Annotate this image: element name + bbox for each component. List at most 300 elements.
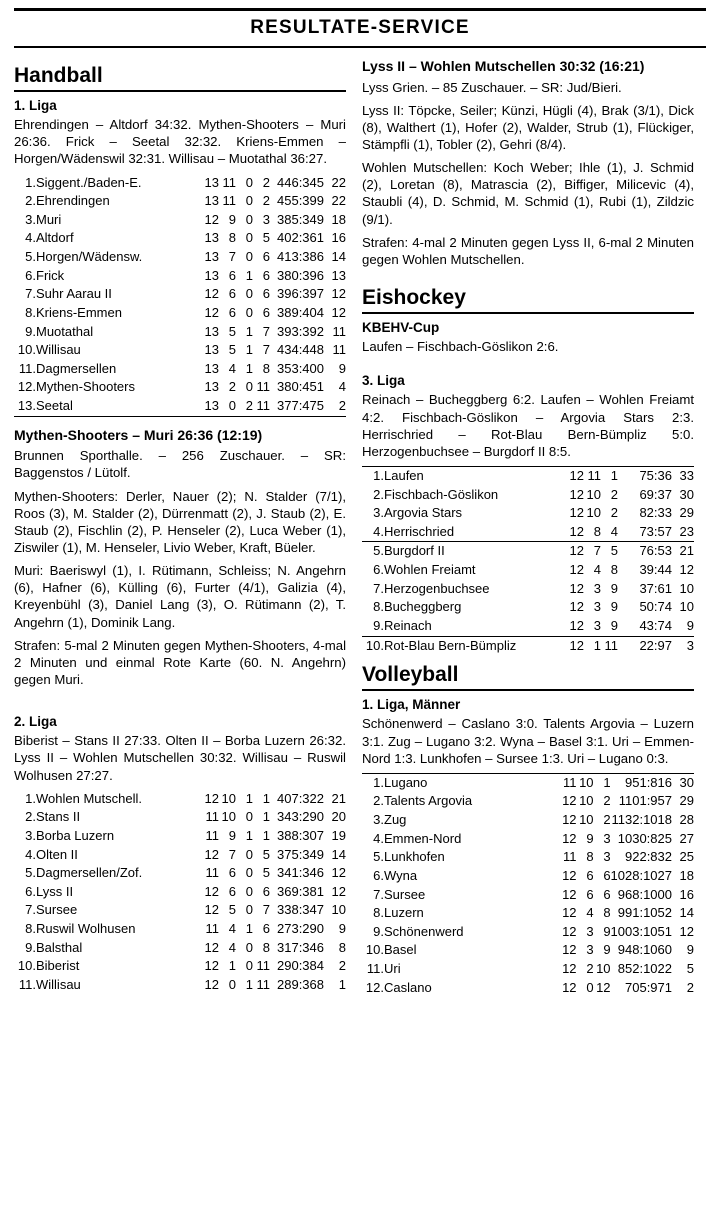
cell-played: 13 — [204, 323, 219, 339]
cell-goals: 317:346 — [277, 939, 324, 955]
cell-goals: 37:61 — [639, 580, 672, 596]
cell-won: 0 — [586, 979, 594, 995]
cell-lost: 2 — [603, 812, 611, 828]
cell-drawn: 9 — [601, 617, 618, 636]
cell-goals: 343:290 — [277, 809, 324, 825]
cell-won: 4 — [228, 939, 236, 955]
table-row — [14, 883, 346, 902]
section-heading-volleyball: Volleyball — [362, 663, 694, 691]
table-row — [14, 976, 346, 995]
cell-won: 10 — [586, 486, 601, 502]
cell-drawn: 0 — [245, 174, 253, 190]
cell-rank: 11. — [18, 976, 36, 992]
cell-goals: 289:368 — [277, 976, 324, 992]
results-paragraph-kbehv-cup: Laufen – Fischbach-Göslikon 2:6. — [362, 339, 559, 355]
cell-points: 11 — [332, 342, 346, 358]
cell-points-ratio: 968:1000 — [617, 886, 672, 902]
table-row — [14, 846, 346, 865]
cell-rank: 9. — [25, 939, 36, 955]
cell-points: 22 — [331, 174, 346, 190]
table-row — [14, 192, 346, 211]
cell-played: 12 — [567, 466, 584, 485]
cell-played: 12 — [569, 580, 584, 596]
cell-played: 13 — [204, 193, 219, 209]
cell-goals: 385:349 — [277, 211, 324, 227]
cell-points: 27 — [679, 830, 694, 846]
cell-played: 13 — [204, 342, 219, 358]
page-title: RESULTATE-SERVICE — [250, 17, 470, 38]
cell-won: 10 — [579, 793, 594, 809]
table-row — [362, 848, 694, 867]
cell-points-ratio: 991:1052 — [617, 905, 672, 921]
table-row — [14, 248, 346, 267]
cell-won: 8 — [228, 230, 236, 246]
cell-drawn: 1 — [601, 466, 618, 485]
cell-won: 6 — [228, 883, 236, 899]
cell-played: 12 — [562, 905, 577, 921]
spacer — [362, 361, 694, 367]
cell-goals: 338:347 — [277, 902, 324, 918]
cell-points: 8 — [338, 939, 346, 955]
table-row — [14, 211, 346, 230]
cell-won: 4 — [228, 360, 236, 376]
cell-points: 4 — [338, 379, 346, 395]
cell-points: 30 — [679, 486, 694, 502]
cell-played: 12 — [204, 846, 219, 862]
league-heading-2-liga: 2. Liga — [14, 714, 57, 730]
cell-played: 12 — [562, 793, 577, 809]
cell-won: 9 — [228, 827, 236, 843]
cell-rank: 5. — [25, 865, 36, 881]
cell-lost: 8 — [262, 939, 270, 955]
cell-drawn: 1 — [245, 790, 253, 806]
cell-drawn: 9 — [610, 580, 618, 596]
cell-lost: 6 — [262, 921, 270, 937]
table-row — [362, 773, 694, 792]
cell-team: Rot-Blau Bern-Bümpliz — [384, 637, 517, 653]
cell-played: 12 — [562, 979, 577, 995]
cell-won: 2 — [228, 379, 236, 395]
cell-lost: 11 — [253, 397, 270, 416]
results-paragraph-2-liga: Biberist – Stans II 27:33. Olten II – Borba Luzern 26:32. Lyss II – Wohlen Mutschellen 30:32. Willisau – Ruswil Wolhusen 27:27. — [14, 733, 346, 783]
cell-goals: 341:346 — [277, 865, 324, 881]
cell-drawn: 0 — [245, 846, 253, 862]
cell-team: Olten II — [36, 846, 78, 862]
cell-lost: 6 — [262, 304, 270, 320]
cell-points: 10 — [679, 599, 694, 615]
cell-drawn: 4 — [601, 523, 618, 542]
cell-points: 23 — [672, 523, 694, 542]
cell-points: 5 — [686, 961, 694, 977]
cell-team: Reinach — [384, 617, 567, 636]
cell-won: 1 — [593, 637, 601, 653]
newspaper-page — [0, 8, 720, 1208]
cell-played: 12 — [562, 942, 577, 958]
cell-goals: 75:36 — [618, 466, 672, 485]
cell-won: 7 — [228, 846, 236, 862]
cell-rank: 9. — [373, 923, 384, 939]
cell-won: 10 — [221, 790, 236, 806]
cell-team: Balsthal — [36, 939, 83, 955]
cell-lost: 3 — [603, 830, 611, 846]
cell-rank: 7. — [373, 886, 384, 902]
cell-points: 22 — [331, 193, 346, 209]
cell-drawn: 1 — [245, 342, 253, 358]
cell-won: 4 — [586, 905, 594, 921]
cell-lost: 5 — [262, 865, 270, 881]
cell-rank: 13. — [14, 397, 36, 416]
cell-team: Lyss II — [36, 883, 74, 899]
cell-team: Lugano — [384, 773, 560, 792]
cell-goals: 43:74 — [618, 617, 672, 636]
cell-won: 9 — [586, 830, 594, 846]
cell-won: 11 — [584, 466, 601, 485]
cell-lost: 5 — [262, 846, 270, 862]
cell-won: 3 — [593, 580, 601, 596]
table-row — [14, 957, 346, 976]
cell-goals: 380:396 — [277, 267, 324, 283]
spacer — [14, 694, 346, 708]
standings-table-handball-2-liga — [14, 790, 346, 995]
cell-lost: 3 — [603, 849, 611, 865]
match-lineup-away: Wohlen Mutschellen: Koch Weber; Ihle (1), J. Schmid (2), Loretan (8), Matrascia (2), Biffiger, Milicevic (4), Staubli (4), D. Schmid, M. Schmid (1), Rubi (1), Zildzic (9/1). — [362, 160, 694, 227]
table-row — [362, 811, 694, 830]
cell-rank: 3. — [25, 211, 36, 227]
cell-points: 16 — [331, 230, 346, 246]
cell-rank: 9. — [25, 323, 36, 339]
standings-table-eishockey-3-liga — [362, 466, 694, 655]
right-column — [362, 58, 694, 1005]
cell-rank: 3. — [373, 812, 384, 828]
cell-played: 11 — [205, 827, 219, 843]
match-lineup-home: Lyss II: Töpcke, Seiler; Künzi, Hügli (4), Brak (3/1), Dick (8), Walthert (1), Hofer (2), Walder, Strub (1), Flückiger, Stämpfli (1), Tobler (2), Gehri (8/4). — [362, 102, 694, 152]
cell-team: Mythen-Shooters — [36, 379, 135, 395]
cell-rank: 2. — [25, 809, 36, 825]
cell-team: Caslano — [384, 979, 432, 995]
match-venue-info: Brunnen Sporthalle. – 256 Zuschauer. – SR: Baggenstos / Lütolf. — [14, 448, 346, 481]
cell-rank: 1. — [25, 790, 36, 806]
cell-team: Lunkhofen — [384, 849, 445, 865]
cell-rank: 3. — [373, 505, 384, 521]
cell-played: 12 — [562, 867, 577, 883]
cell-points: 2 — [338, 958, 346, 974]
cell-rank: 2. — [25, 193, 36, 209]
table-row — [362, 979, 694, 998]
cell-played: 12 — [204, 211, 219, 227]
cell-goals: 446:345 — [277, 174, 324, 190]
cell-played: 12 — [204, 286, 219, 302]
cell-team: Horgen/Wädensw. — [36, 249, 143, 265]
cell-team: Herzogenbuchsee — [384, 580, 490, 596]
table-row — [14, 808, 346, 827]
table-row — [362, 466, 694, 485]
cell-team: Burgdorf II — [384, 543, 445, 559]
cell-team: Laufen — [384, 466, 567, 485]
cell-points-ratio: 1028:1027 — [610, 867, 672, 883]
cell-played: 13 — [202, 397, 219, 416]
table-row — [362, 580, 694, 599]
match-lineup-home: Mythen-Shooters: Derler, Nauer (2); N. Stalder (7/1), Roos (3), M. Stalder (2), Dürrenmatt (2), J. Staub (2), E. Staub (2), Fischlin (2), P. Henseler (2), Luca Weber (1), Ziswiler (1), M. Henseler, Livio Weber, Kraft, Büeler. — [14, 488, 346, 556]
cell-played: 11 — [205, 809, 219, 825]
results-paragraph-1-liga-maenner: Schönenwerd – Caslano 3:0. Talents Argovia – Luzern 3:1. Zug – Lugano 3:2. Wyna – Basel 3:1. Uri – Emmen-Nord 1:3. Lunkhofen – Sursee 1:3. Uri – Lugano 0:3. — [362, 716, 694, 766]
cell-points: 18 — [679, 867, 694, 883]
cell-played: 12 — [569, 543, 584, 559]
cell-lost: 7 — [262, 902, 270, 918]
match-venue-info: Lyss Grien. – 85 Zuschauer. – SR: Jud/Bieri. — [362, 79, 622, 95]
results-paragraph-1-liga: Ehrendingen – Altdorf 34:32. Mythen-Shooters – Muri 26:36. Frick – Seetal 32:32. Kriens-Emmen – Horgen/Wädenswil 32:31. Willisau – Muotathal 36:27. — [14, 117, 346, 167]
cell-won: 3 — [586, 942, 594, 958]
cell-points: 12 — [331, 883, 346, 899]
cell-team: Basel — [384, 942, 417, 958]
cell-rank: 1. — [25, 174, 36, 190]
cell-lost: 2 — [262, 174, 270, 190]
cell-team: Kriens-Emmen — [36, 304, 122, 320]
cell-drawn: 0 — [245, 958, 253, 974]
cell-points: 3 — [686, 637, 694, 653]
cell-goals: 50:74 — [639, 599, 672, 615]
cell-drawn: 0 — [245, 883, 253, 899]
cell-points: 33 — [672, 466, 694, 485]
cell-team: Borba Luzern — [36, 827, 115, 843]
cell-drawn: 5 — [610, 543, 618, 559]
cell-won: 3 — [593, 599, 601, 615]
cell-points-ratio: 1030:825 — [617, 830, 672, 846]
cell-drawn: 0 — [245, 193, 253, 209]
cell-team: Dagmersellen — [36, 360, 117, 376]
cell-team: Fischbach-Göslikon — [384, 486, 499, 502]
cell-drawn: 11 — [604, 637, 618, 653]
cell-lost: 11 — [256, 379, 270, 395]
cell-lost: 6 — [262, 249, 270, 265]
cell-points: 21 — [331, 790, 346, 806]
cell-drawn: 0 — [245, 211, 253, 227]
cell-played: 12 — [204, 958, 219, 974]
cell-played: 11 — [205, 865, 219, 881]
cell-rank: 10. — [17, 958, 36, 974]
table-row — [14, 229, 346, 248]
cell-drawn: 0 — [245, 286, 253, 302]
cell-points: 13 — [331, 267, 346, 283]
cell-goals: 76:53 — [639, 543, 672, 559]
table-row — [14, 304, 346, 323]
cell-rank: 9. — [362, 617, 384, 636]
cell-drawn: 2 — [610, 505, 618, 521]
cell-won: 10 — [577, 773, 594, 792]
match-penalties: Strafen: 4-mal 2 Minuten gegen Lyss II, 6-mal 2 Minuten gegen Wohlen Mutschellen. — [362, 234, 694, 267]
cell-goals: 455:399 — [277, 193, 324, 209]
table-row — [14, 901, 346, 920]
cell-points: 18 — [331, 211, 346, 227]
spacer — [362, 274, 694, 280]
cell-rank: 1. — [362, 773, 384, 792]
cell-drawn: 1 — [245, 976, 253, 992]
cell-lost: 2 — [603, 793, 611, 809]
cell-drawn: 0 — [245, 865, 253, 881]
cell-played: 12 — [562, 923, 577, 939]
cell-drawn: 1 — [245, 267, 253, 283]
standings-table-volleyball-1-liga — [362, 773, 694, 998]
league-heading-1-liga: 1. Liga — [14, 98, 57, 114]
cell-team: Argovia Stars — [384, 505, 463, 521]
cell-goals: 396:397 — [277, 286, 324, 302]
section-heading-handball: Handball — [14, 64, 346, 92]
cell-drawn: 8 — [610, 562, 618, 578]
cell-won: 7 — [593, 543, 601, 559]
table-row — [14, 341, 346, 360]
cell-played: 12 — [204, 902, 219, 918]
cell-points-ratio: 705:971 — [625, 979, 672, 995]
cell-rank: 7. — [25, 286, 36, 302]
cell-played: 12 — [204, 790, 219, 806]
columns-container — [14, 58, 706, 1005]
cell-team: Ruswil Wolhusen — [36, 921, 136, 937]
table-row — [362, 486, 694, 505]
cell-played: 13 — [204, 379, 219, 395]
table-row — [362, 504, 694, 523]
cell-team: Talents Argovia — [384, 793, 473, 809]
cell-points: 9 — [338, 921, 346, 937]
cell-won: 11 — [222, 193, 236, 209]
cell-lost: 10 — [596, 961, 611, 977]
cell-points: 20 — [331, 809, 346, 825]
cell-rank: 11. — [18, 360, 36, 376]
cell-goals: 380:451 — [277, 379, 324, 395]
table-row — [14, 323, 346, 342]
cell-rank: 8. — [25, 921, 36, 937]
cell-team: Siggent./Baden-E. — [36, 174, 142, 190]
cell-team: Stans II — [36, 809, 81, 825]
cell-played: 12 — [567, 523, 584, 542]
cell-won: 2 — [586, 961, 594, 977]
cell-won: 10 — [586, 505, 601, 521]
cell-points: 14 — [331, 846, 346, 862]
cell-lost: 5 — [262, 230, 270, 246]
match-lineup-away: Muri: Baeriswyl (1), I. Rütimann, Schleiss; N. Angehrn (6), Hafner (6), Külling (6), Furter (4/1), Galizia (4), Kreyenbühl (3), Daniel Lang (3), O. Rütimann (2), T. Angehrn (1), Dominik Lang. — [14, 563, 346, 630]
cell-lost: 9 — [603, 923, 611, 939]
cell-won: 10 — [221, 809, 236, 825]
table-row — [14, 267, 346, 286]
cell-drawn: 0 — [245, 304, 253, 320]
cell-points-ratio: 951:816 — [611, 773, 672, 792]
cell-rank: 6. — [25, 267, 36, 283]
cell-played: 11 — [563, 849, 577, 865]
cell-rank: 10. — [365, 942, 384, 958]
cell-team: Wohlen Freiamt — [384, 562, 476, 578]
cell-goals: 273:290 — [277, 921, 324, 937]
league-heading-kbehv-cup: KBEHV-Cup — [362, 320, 440, 336]
cell-team: Willisau — [36, 342, 81, 358]
cell-won: 5 — [228, 323, 236, 339]
cell-won: 6 — [228, 286, 236, 302]
cell-played: 12 — [569, 486, 584, 502]
cell-played: 12 — [562, 886, 577, 902]
table-row — [362, 792, 694, 811]
cell-points-ratio: 948:1060 — [617, 942, 672, 958]
cell-rank: 4. — [25, 230, 36, 246]
cell-team: Sursee — [36, 902, 78, 918]
table-row — [14, 939, 346, 958]
cell-played: 13 — [204, 174, 219, 190]
cell-goals: 413:386 — [277, 249, 324, 265]
cell-points-ratio: 922:832 — [625, 849, 672, 865]
table-row — [14, 174, 346, 193]
cell-team: Muotathal — [36, 323, 94, 339]
cell-played: 12 — [569, 637, 584, 653]
cell-team: Altdorf — [36, 230, 74, 246]
cell-lost: 8 — [262, 360, 270, 376]
league-heading-1-liga-maenner: 1. Liga, Männer — [362, 697, 461, 713]
cell-points: 9 — [686, 942, 694, 958]
cell-team: Seetal — [36, 397, 202, 416]
cell-drawn: 0 — [245, 230, 253, 246]
cell-played: 12 — [204, 304, 219, 320]
cell-won: 8 — [584, 523, 601, 542]
cell-points: 2 — [324, 397, 346, 416]
cell-points-ratio: 1003:1051 — [610, 923, 672, 939]
cell-played: 12 — [567, 617, 584, 636]
cell-points: 14 — [679, 905, 694, 921]
cell-played: 13 — [204, 267, 219, 283]
cell-team: Muri — [36, 211, 62, 227]
cell-team: Uri — [384, 961, 401, 977]
table-row — [362, 561, 694, 580]
cell-won: 6 — [586, 867, 594, 883]
table-row — [14, 790, 346, 809]
cell-rank: 10. — [17, 342, 36, 358]
cell-lost: 6 — [603, 886, 611, 902]
cell-won: 4 — [228, 921, 236, 937]
cell-won: 5 — [228, 342, 236, 358]
table-row — [362, 598, 694, 617]
cell-drawn: 1 — [245, 827, 253, 843]
cell-rank: 4. — [25, 846, 36, 862]
cell-points: 12 — [679, 923, 694, 939]
cell-goals: 39:44 — [639, 562, 672, 578]
cell-goals: 407:322 — [277, 790, 324, 806]
cell-points: 29 — [679, 505, 694, 521]
cell-rank: 6. — [373, 562, 384, 578]
cell-drawn: 2 — [610, 486, 618, 502]
cell-lost: 6 — [262, 267, 270, 283]
cell-won: 6 — [228, 267, 236, 283]
cell-played: 12 — [204, 939, 219, 955]
cell-rank: 11. — [366, 961, 384, 977]
cell-rank: 6. — [373, 867, 384, 883]
table-row — [362, 960, 694, 979]
cell-won: 0 — [228, 976, 236, 992]
cell-points: 11 — [332, 323, 346, 339]
cell-goals: 73:57 — [618, 523, 672, 542]
standings-table-handball-1-liga — [14, 174, 346, 417]
cell-lost: 1 — [262, 809, 270, 825]
cell-rank: 8. — [373, 905, 384, 921]
cell-team: Wyna — [384, 867, 418, 883]
cell-played: 12 — [204, 883, 219, 899]
table-row — [362, 886, 694, 905]
cell-played: 12 — [562, 812, 577, 828]
cell-rank: 8. — [373, 599, 384, 615]
cell-rank: 4. — [373, 830, 384, 846]
cell-lost: 8 — [603, 905, 611, 921]
cell-goals: 369:381 — [277, 883, 324, 899]
cell-team: Herrischried — [384, 523, 567, 542]
cell-goals: 22:97 — [639, 637, 672, 653]
cell-drawn: 0 — [245, 902, 253, 918]
cell-rank: 5. — [373, 849, 384, 865]
cell-team: Wohlen Mutschell. — [36, 790, 142, 806]
cell-played: 12 — [569, 562, 584, 578]
table-row — [362, 542, 694, 561]
